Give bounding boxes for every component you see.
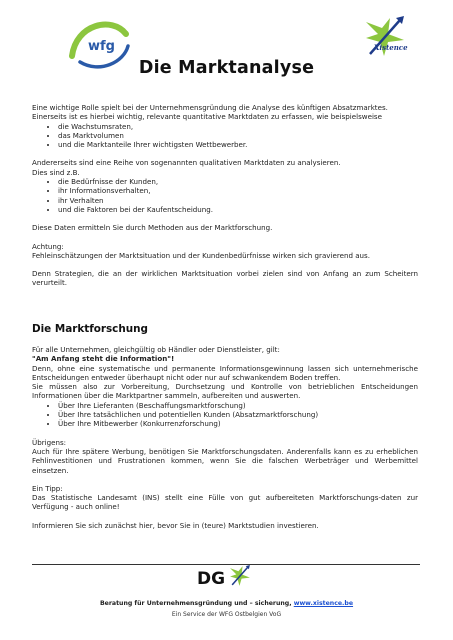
list-item: • die Wachstumsraten, — [58, 122, 418, 131]
section-paragraph: Für alle Unternehmen, gleichgültig ob Händler oder Dienstleister, gilt: — [32, 345, 280, 354]
tip-text: Das Statistische Landesamt (INS) stellt eine Fülle von gut aufbereiteten Marktforschungs-daten zur Verfügung - auch online! — [32, 493, 418, 512]
list-item: • Über Ihre tatsächlichen und potentiellen Kunden (Absatzmarktforschung) — [58, 410, 418, 419]
intro-paragraph: Denn Strategien, die an der wirklichen Marktsituation vorbei zielen sind von Anfang an zum Scheitern verurteilt. — [32, 269, 418, 288]
dg-logo — [196, 568, 228, 586]
intro-paragraph: Eine wichtige Rolle spielt bei der Unternehmensgründung die Analyse des künftigen Absatzmarktes. — [32, 103, 388, 112]
footer-text: Beratung für Unternehmensgründung und – sicherung, — [99, 600, 294, 607]
footer-tagline — [0, 600, 453, 607]
footer-service-note: Ein Service der WFG Ostbelgien VoG — [171, 611, 282, 618]
footer-divider — [32, 564, 420, 565]
list-item: • Über Ihre Lieferanten (Beschaffungsmarktforschung) — [58, 401, 418, 410]
list-item: • das Marktvolumen — [58, 131, 418, 140]
quantitative-list — [32, 122, 418, 150]
section-motto: "Am Anfang steht die Information"! — [32, 354, 175, 364]
xistence-logo-text: Xistence — [374, 43, 408, 52]
intro-paragraph: Andererseits sind eine Reihe von sogenannten qualitativen Marktdaten zu analysieren. — [32, 158, 341, 168]
section-paragraph: Informieren Sie sich zunächst hier, bevor Sie in (teure) Marktstudien investieren. — [32, 520, 319, 530]
section-paragraph: Sie müssen also zur Vorbereitung, Durchsetzung und Kontrolle von betrieblichen Entscheidungen Informationen über die Marktpartner sammeln, aufbereiten und auswerten. — [32, 382, 418, 401]
list-item: • die Bedürfnisse der Kunden, — [58, 177, 418, 186]
warning-text: Fehleinschätzungen der Marktsituation und der Kundenbedürfnisse wirken sich gravierend aus. — [32, 250, 371, 260]
list-item: • Über Ihre Mitbewerber (Konkurrenzforschung) — [58, 419, 418, 428]
website-link[interactable]: www.xistence.be — [293, 600, 354, 607]
xistence-logo — [362, 14, 408, 60]
page-title: Die Marktanalyse — [138, 58, 315, 78]
section-paragraph: Übrigens: — [32, 437, 67, 447]
research-list — [32, 401, 418, 429]
section-paragraph: Denn, ohne eine systematische und permanente Informationsgewinnung lassen sich unternehmerische Entscheidungen entweder überhaupt nicht oder nur auf schwankendem Boden treffen. — [32, 363, 418, 382]
list-item: • ihr Verhalten — [58, 196, 418, 205]
intro-paragraph: Diese Daten ermitteln Sie durch Methoden aus der Marktforschung. — [32, 223, 273, 233]
dg-logo-text: DG — [197, 569, 226, 586]
intro-paragraph: Dies sind z.B. — [32, 167, 80, 177]
qualitative-list — [32, 177, 418, 214]
list-item: • und die Faktoren bei der Kaufentscheidung. — [58, 205, 418, 214]
list-item: • und die Marktanteile Ihrer wichtigsten Wettbewerber. — [58, 140, 418, 149]
tip-label: Ein Tipp: — [32, 483, 63, 493]
intro-paragraph: Einerseits ist es hierbei wichtig, relevante quantitative Marktdaten zu erfassen, wie beispielsweise — [32, 112, 382, 122]
list-item: • ihr Informationsverhalten, — [58, 186, 418, 195]
section-paragraph: Auch für Ihre spätere Werbung, benötigen Sie Marktforschungsdaten. Anderenfalls kann es zu erheblichen Fehlinvestitionen und Frustrationen kommen, wenn Sie die falschen Werbeträger und Werbemittel einsetzen. — [32, 446, 418, 475]
intro-section — [32, 103, 418, 288]
warning-label: Achtung: — [32, 241, 64, 251]
wfg-logo-text: wfg — [88, 39, 115, 54]
xistence-footer-logo — [228, 564, 252, 588]
section-heading: Die Marktforschung — [32, 323, 148, 335]
marktforschung-section — [32, 323, 418, 530]
